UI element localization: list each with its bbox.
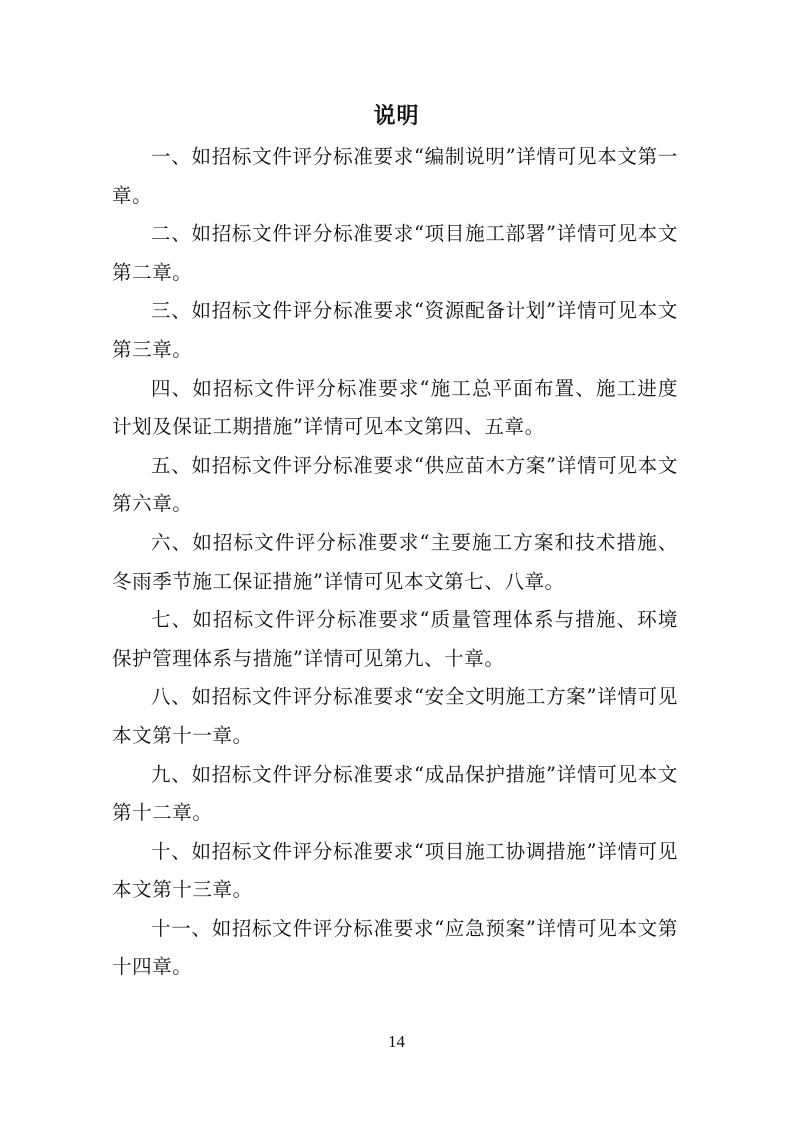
page-title: 说明 [373,104,420,129]
paragraph-2: 二、如招标文件评分标准要求“项目施工部署”详情可见本文第二章。 [112,222,678,284]
page-number: 14 [388,1032,405,1051]
paragraph-10: 十、如招标文件评分标准要求“项目施工协调措施”详情可见本文第十三章。 [112,839,678,902]
paragraph-8: 八、如招标文件评分标准要求“安全文明施工方案”详情可见本文第十一章。 [112,685,678,747]
paragraph-5: 五、如招标文件评分标准要求“供应苗木方案”详情可见本文第六章。 [112,453,678,516]
paragraph-7: 七、如招标文件评分标准要求“质量管理体系与措施、环境保护管理体系与措施”详情可见第九、十章。 [112,608,678,670]
document-body [112,138,678,987]
paragraph-4: 四、如招标文件评分标准要求“施工总平面布置、施工进度计划及保证工期措施”详情可见本文第四、五章。 [112,376,678,439]
paragraph-3: 三、如招标文件评分标准要求“资源配备计划”详情可见本文第三章。 [112,299,678,361]
paragraph-9: 九、如招标文件评分标准要求“成品保护措施”详情可见本文第十二章。 [112,762,678,825]
paragraph-6: 六、如招标文件评分标准要求“主要施工方案和技术措施、冬雨季节施工保证措施”详情可见本文第七、八章。 [112,530,678,593]
paragraph-1: 一、如招标文件评分标准要求“编制说明”详情可见本文第一章。 [112,145,678,207]
paragraph-11: 十一、如招标文件评分标准要求“应急预案”详情可见本文第十四章。 [112,916,678,979]
